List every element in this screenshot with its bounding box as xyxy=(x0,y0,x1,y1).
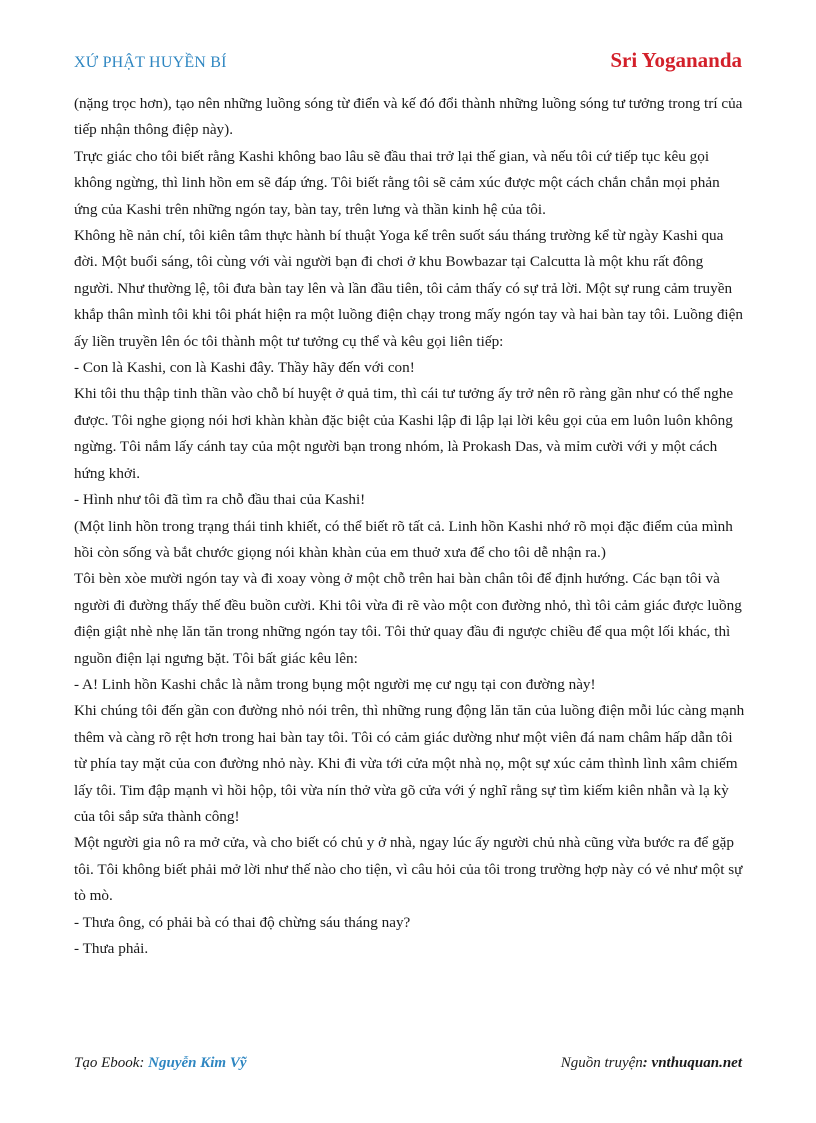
dialogue-line: - Con là Kashi, con là Kashi đây. Thầy hãy đến với con! xyxy=(74,359,415,377)
source-credit-label: Nguồn truyện xyxy=(560,1055,643,1071)
paragraph: Một người gia nô ra mở cửa, và cho biết có chủ y ở nhà, ngay lúc ấy người chủ nhà cũng vừa bước ra để gặp tôi. Tôi không biết phải mở lời như thế nào cho tiện, vì câu hỏi của tôi trong trường hợp này có vẻ như một sự tò mò. xyxy=(74,834,743,905)
source-credit xyxy=(561,1055,742,1072)
dialogue-line: - Hình như tôi đã tìm ra chỗ đầu thai của Kashi! xyxy=(74,491,366,509)
ebook-credit-label: Tạo Ebook xyxy=(74,1055,140,1071)
paragraph: Khi tôi thu thập tinh thần vào chỗ bí huyệt ở quả tim, thì cái tư tưởng ấy trở nên rõ ràng gần như có thể nghe được. Tôi nghe giọng nói hơi khàn khàn đặc biệt của Kashi lập đi lập lại lời kêu gọi của em luôn luôn không ngừng. Tôi nắm lấy cánh tay của một người bạn trong nhóm, là Prokash Das, và mỉm cười với y một cách hứng khởi. xyxy=(74,385,734,482)
author-name: Sri Yogananda xyxy=(610,48,742,72)
page-footer xyxy=(74,1055,742,1079)
dialogue-line: - Thưa phải. xyxy=(74,940,149,957)
source-site-link[interactable]: vnthuquan.net xyxy=(651,1055,742,1071)
ebook-creator-name: Nguyễn Kim Vỹ xyxy=(148,1055,247,1071)
ebook-credit xyxy=(74,1055,247,1072)
page-header xyxy=(74,48,742,78)
paragraph: (nặng trọc hơn), tạo nên những luồng sóng từ điển và kế đó đổi thành những luồng sóng tư tưởng trong trí của tiếp nhận thông điệp này). xyxy=(74,95,743,139)
paragraph: Tôi bèn xòe mười ngón tay và đi xoay vòng ở một chỗ trên hai bàn chân tôi để định hướng. Các bạn tôi và người đi đường thấy thế đều buồn cười. Khi tôi vừa đi rẽ vào một con đường nhỏ, thì tôi cảm giác được luồng điện giật nhè nhẹ lăn tăn trong những ngón tay tôi. Tôi thử quay đầu đi ngược chiều để qua một lối khác, thì nguồn điện lại ngưng bặt. Tôi bất giác kêu lên: xyxy=(74,570,742,667)
source-credit-separator: : xyxy=(642,1055,652,1071)
paragraph: Không hề nản chí, tôi kiên tâm thực hành bí thuật Yoga kể trên suốt sáu tháng trường kể từ ngày Kashi qua đời. Một buổi sáng, tôi cùng với vài người bạn đi chơi ở khu Bowbazar tại Calcutta là một khu rất đông người. Như thường lệ, tôi đưa bàn tay lên và lần đầu tiên, tôi cảm thấy có sự trả lời. Một sự rung cảm truyền khắp thân mình tôi khi tôi phát hiện ra một luồng điện chạy trong mấy ngón tay và hai bàn tay tôi. Luồng điện ấy liền truyền lên óc tôi thành một tư tưởng cụ thể và kêu gọi liên tiếp: xyxy=(74,227,743,350)
paragraph: (Một linh hồn trong trạng thái tinh khiết, có thể biết rõ tất cả. Linh hồn Kashi nhớ rõ mọi đặc điểm của mình hồi còn sống và bắt chước giọng nói khàn khàn của em thuở xưa để cho tôi dễ nhận ra.) xyxy=(74,517,733,561)
page-content xyxy=(74,91,746,962)
ebook-credit-separator: : xyxy=(139,1055,149,1071)
book-title: XỨ PHẬT HUYỀN BÍ xyxy=(74,54,227,71)
dialogue-line: - Thưa ông, có phải bà có thai độ chừng sáu tháng nay? xyxy=(74,913,411,931)
paragraph: Khi chúng tôi đến gần con đường nhỏ nói trên, thì những rung động lăn tăn của luồng điện mỗi lúc càng mạnh thêm và càng rõ rệt hơn trong hai bàn tay tôi. Tôi có cảm giác dường như một viên đá nam châm hấp dẫn tôi từ phía tay mặt của con đường nhỏ này. Khi đi vừa tới cửa một nhà nọ, một sự xúc cảm thình lình xâm chiếm lấy tôi. Tim đập mạnh vì hồi hộp, tôi vừa nín thở vừa gõ cửa với ý nghĩ rằng sự tìm kiếm kiên nhẫn và lạ kỳ của tôi sắp sửa thành công! xyxy=(74,702,745,825)
dialogue-line: - A! Linh hồn Kashi chắc là nằm trong bụng một người mẹ cư ngụ tại con đường này! xyxy=(74,675,596,693)
paragraph: Trực giác cho tôi biết rằng Kashi không bao lâu sẽ đầu thai trở lại thế gian, và nếu tôi cứ tiếp tục kêu gọi không ngừng, thì linh hồn em sẽ đáp ứng. Tôi biết rằng tôi sẽ cảm xúc được một cách chắn chắn mọi phản ứng của Kashi trên những ngón tay, bàn tay, trên lưng và thần kinh hệ của tôi. xyxy=(74,147,720,218)
